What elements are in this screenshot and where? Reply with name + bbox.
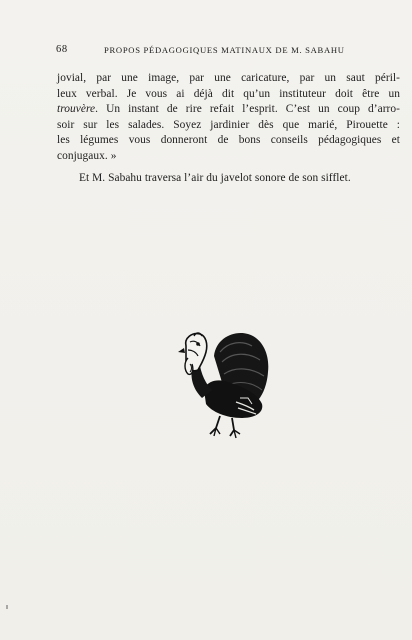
page-number: 68 xyxy=(56,44,68,55)
body-text xyxy=(57,71,400,186)
scan-mark xyxy=(6,605,8,609)
text-line: conjugaux. » xyxy=(57,149,117,162)
turkey-illustration xyxy=(176,328,272,440)
text-line: Et M. Sabahu traversa l’air du javelot sonore de son sifflet. xyxy=(79,171,351,184)
running-title: PROPOS PÉDAGOGIQUES MATINAUX DE M. SABAHU xyxy=(104,45,345,55)
text-line: jovial, par une image, par une caricature, par un saut péril- xyxy=(57,72,400,84)
text-line: leux verbal. Je vous ai déjà dit qu’un instituteur doit être un xyxy=(57,87,400,100)
paragraph-1 xyxy=(57,71,400,165)
text-line: soir sur les salades. Soyez jardinier dès que marié, Pirouette : xyxy=(57,118,400,131)
page-header xyxy=(56,44,404,58)
text-line xyxy=(57,102,400,118)
text-line: les légumes vous donneront de bons conseils pédagogiques et xyxy=(57,134,400,147)
paragraph-2 xyxy=(57,171,400,187)
text-fragment: . Un instant de rire refait l’esprit. C’est un coup d’arro- xyxy=(95,103,400,116)
italic-word: trouvère xyxy=(57,103,96,116)
